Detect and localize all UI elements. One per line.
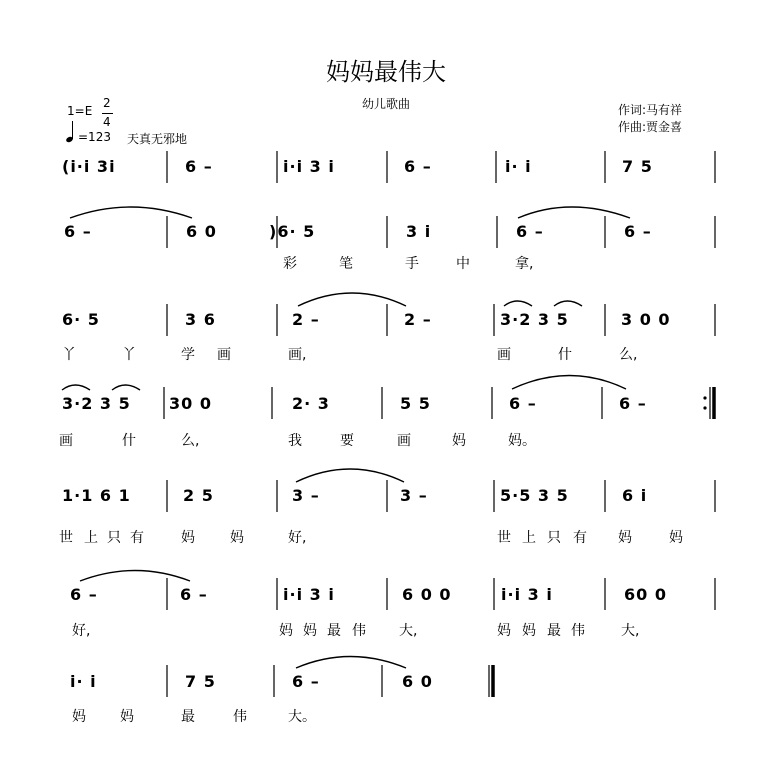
measure: 30 0 bbox=[169, 394, 212, 413]
lyric: 妈 bbox=[303, 623, 317, 639]
ties bbox=[62, 207, 630, 668]
measure: 6 – bbox=[292, 672, 320, 691]
lyric: 上 bbox=[84, 530, 98, 546]
measure: 3 0 0 bbox=[621, 310, 671, 329]
lyric: 画 bbox=[497, 347, 511, 363]
lyric: 妈 bbox=[72, 709, 86, 725]
measure: 6 – bbox=[624, 222, 652, 241]
measure: 6 – bbox=[619, 394, 647, 413]
lyric: 么, bbox=[181, 433, 200, 449]
measure: 6 0 bbox=[186, 222, 217, 241]
measure: 6 – bbox=[180, 585, 208, 604]
lyric: 妈 bbox=[452, 433, 466, 449]
measure: 3·2 3 5 bbox=[500, 310, 569, 329]
lyric: 笔 bbox=[339, 256, 353, 272]
lyric: 有 bbox=[130, 530, 144, 546]
measure: 6 i bbox=[622, 486, 648, 505]
lyric: 妈 bbox=[120, 709, 134, 725]
key-signature: 1=E bbox=[67, 104, 93, 118]
lyric: 画, bbox=[288, 347, 307, 363]
measure: )6· 5 bbox=[269, 222, 316, 241]
time-signature-denominator: 4 bbox=[103, 115, 111, 129]
lyric: 什 bbox=[122, 433, 136, 449]
measure: 6 – bbox=[404, 157, 432, 176]
song-title: 妈妈最伟大 bbox=[326, 58, 446, 86]
lyric: 最 bbox=[181, 709, 195, 725]
lyric: 学 bbox=[181, 347, 195, 363]
measure: 6 – bbox=[64, 222, 92, 241]
measure: 60 0 bbox=[624, 585, 667, 604]
lyric: 要 bbox=[340, 433, 354, 449]
measure: 2 – bbox=[404, 310, 432, 329]
lyric: 彩 bbox=[283, 256, 297, 272]
lyric: 画 bbox=[217, 347, 231, 363]
measure: 5·5 3 5 bbox=[500, 486, 569, 505]
lyricist-credit: 作词:马有祥 bbox=[618, 103, 683, 117]
lyric: 最 bbox=[547, 623, 561, 639]
lyric: 丫 bbox=[122, 347, 136, 363]
lyric: 伟 bbox=[352, 623, 366, 639]
lyric: 大, bbox=[399, 623, 418, 639]
measure: i·i 3 i bbox=[283, 157, 335, 176]
measure: 2 – bbox=[292, 310, 320, 329]
lyric: 什 bbox=[558, 347, 572, 363]
measure: 5 5 bbox=[400, 394, 431, 413]
lyric: 拿, bbox=[515, 256, 534, 272]
measure: (i·i 3i bbox=[62, 157, 116, 176]
lyric: 世 bbox=[497, 530, 511, 546]
lyric: 上 bbox=[522, 530, 536, 546]
measure: 7 5 bbox=[185, 672, 216, 691]
lyric: 丫 bbox=[62, 347, 76, 363]
lyric: 只 bbox=[547, 530, 561, 546]
measure: i·i 3 i bbox=[283, 585, 335, 604]
measure: 3 – bbox=[400, 486, 428, 505]
lyric: 么, bbox=[619, 347, 638, 363]
lyric: 妈。 bbox=[508, 433, 536, 449]
repeat-barline bbox=[703, 387, 714, 419]
measure: 3 – bbox=[292, 486, 320, 505]
lyric: 中 bbox=[456, 256, 470, 272]
lyric: 伟 bbox=[571, 623, 585, 639]
lyric: 妈 bbox=[669, 530, 683, 546]
expression-marking: 天真无邪地 bbox=[127, 132, 188, 146]
measure: i· i bbox=[70, 672, 97, 691]
tempo-marking: =123 bbox=[78, 130, 111, 144]
lyric: 大。 bbox=[288, 709, 316, 725]
lyric: 只 bbox=[107, 530, 121, 546]
measure: 6 – bbox=[509, 394, 537, 413]
lyric: 大, bbox=[621, 623, 640, 639]
measure: 6 0 0 bbox=[402, 585, 452, 604]
measure: i·i 3 i bbox=[501, 585, 553, 604]
lyric: 妈 bbox=[181, 530, 195, 546]
lyric: 好, bbox=[288, 530, 307, 546]
lyric: 手 bbox=[405, 256, 419, 272]
barlines bbox=[164, 151, 715, 697]
measure: 6 0 bbox=[402, 672, 433, 691]
measure: 2· 3 bbox=[292, 394, 330, 413]
time-signature-numerator: 2 bbox=[103, 96, 111, 110]
lyric: 世 bbox=[59, 530, 73, 546]
measure: 6 – bbox=[516, 222, 544, 241]
lyric: 画 bbox=[397, 433, 411, 449]
measure: 6 – bbox=[70, 585, 98, 604]
lyric: 最 bbox=[327, 623, 341, 639]
measure: 2 5 bbox=[183, 486, 214, 505]
lyric: 画 bbox=[59, 433, 73, 449]
measure: 6· 5 bbox=[62, 310, 100, 329]
lyric: 妈 bbox=[618, 530, 632, 546]
measure: i· i bbox=[505, 157, 532, 176]
composer-credit: 作曲:贾金喜 bbox=[618, 120, 683, 134]
measure: 3·2 3 5 bbox=[62, 394, 131, 413]
lyric: 有 bbox=[573, 530, 587, 546]
measure: 7 5 bbox=[622, 157, 653, 176]
lyric: 我 bbox=[288, 433, 302, 449]
measure: 6 – bbox=[185, 157, 213, 176]
lyric: 妈 bbox=[279, 623, 293, 639]
song-subtitle: 幼儿歌曲 bbox=[361, 97, 410, 111]
lyric: 妈 bbox=[497, 623, 511, 639]
lyric: 好, bbox=[72, 623, 91, 639]
lyric: 妈 bbox=[522, 623, 536, 639]
measure: 1·1 6 1 bbox=[62, 486, 131, 505]
measure: 3 i bbox=[406, 222, 432, 241]
lyric: 妈 bbox=[230, 530, 244, 546]
lyric: 伟 bbox=[233, 709, 247, 725]
measure: 3 6 bbox=[185, 310, 216, 329]
